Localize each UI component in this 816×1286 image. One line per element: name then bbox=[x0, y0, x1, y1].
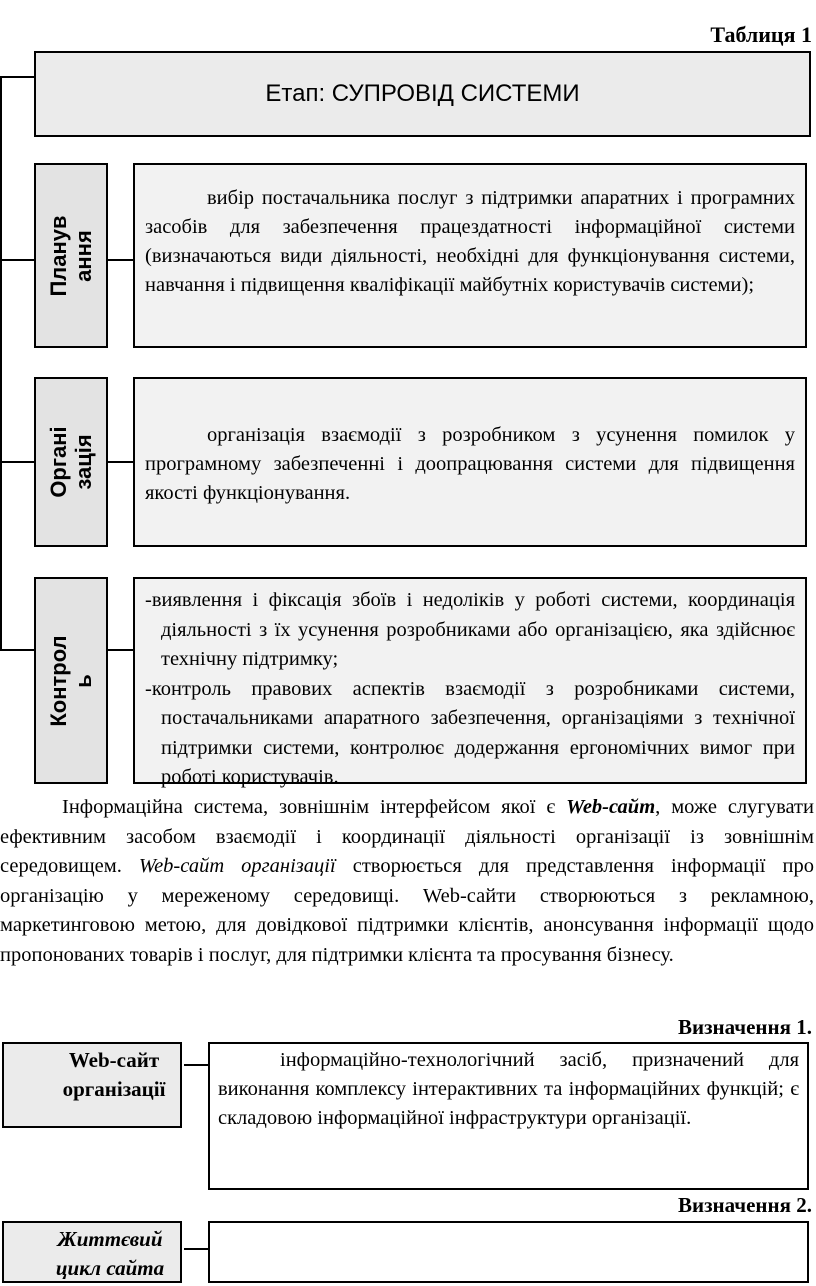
definition-1-link-line bbox=[184, 1064, 208, 1066]
definition-1-term-box bbox=[2, 1042, 182, 1128]
row-label-box-planning bbox=[34, 163, 108, 348]
definition-1-caption: Визначення 1. bbox=[677, 1015, 812, 1039]
planning-text: вибір постачальника послуг з підтримки апаратних і програмних засобів для забезпечення працездатності інформаційної системи (визначаються види діяльності, необхідні для функціонування системи, навчання і підвищення кваліфікації майбутніх користувачів системи); bbox=[145, 187, 795, 296]
definition-1-text: інформаційно-технологічний засіб, призначений для виконання комплексу інтерактивних та інформаційних функцій; є складовою інформаційної інфраструктури організації. bbox=[218, 1049, 799, 1129]
definition-2-term: Життєвий цикл сайта bbox=[55, 1227, 165, 1280]
definition-2-term-box bbox=[2, 1221, 182, 1283]
stage-title-box bbox=[34, 51, 811, 137]
row-label-box-organization bbox=[34, 377, 108, 547]
paragraph-part-2: , може слугувати ефективним засобом взаємодії і координації діяльності організації із зовнішнім середовищем. bbox=[0, 796, 814, 877]
paragraph-part-3: створюється для представлення інформації про організацію у мереженому середовищі. Web-сайти створюються з рекламною, маркетинговою метою, для довідкової підтримки клієнтів, анонсування інформації щодо пропонованих товарів і послуг, для підтримки клієнта та просування бізнесу. bbox=[0, 855, 814, 966]
control-item-1: -виявлення і фіксація збоїв і недоліків у роботі системи, координація діяльності з їх усунення розробниками або організацією, яка здійснює технічну підтримку; bbox=[145, 589, 795, 670]
row-content-organization bbox=[133, 377, 807, 547]
row-label-organization: Органі зація bbox=[46, 426, 96, 498]
connector-vertical-line bbox=[0, 76, 2, 651]
row3-link-line bbox=[106, 649, 133, 651]
connector-line-row2 bbox=[0, 461, 34, 463]
stage-title: Етап: СУПРОВІД СИСТЕМИ bbox=[265, 80, 580, 107]
row-label-box-control bbox=[34, 577, 108, 784]
row-label-control: Контрол ь bbox=[46, 634, 96, 727]
connector-line-row1 bbox=[0, 259, 34, 261]
table-caption: Таблиця 1 bbox=[710, 22, 812, 47]
definition-1-text-box bbox=[208, 1042, 809, 1190]
definition-2-caption: Визначення 2. bbox=[677, 1193, 812, 1217]
definition-2-link-line bbox=[184, 1248, 208, 1250]
definition-1-term: Web-сайт організації bbox=[62, 1048, 166, 1101]
row-content-control bbox=[133, 577, 807, 788]
body-paragraph bbox=[0, 793, 814, 970]
row1-link-line bbox=[106, 259, 133, 261]
paragraph-part-1: Інформаційна система, зовнішнім інтерфейсом якої є bbox=[62, 796, 567, 818]
control-item-2: -контроль правових аспектів взаємодії з розробниками системи, постачальниками апаратного забезпечення, організаціями з технічної підтримки системи, контролює додержання ергономічних вимог при роботі користувачів. bbox=[145, 677, 795, 788]
connector-line-row3 bbox=[0, 649, 34, 651]
organization-text: організація взаємодії з розробником з усунення помилок у програмному забезпеченні і доопрацювання системи для підвищення якості функціонування. bbox=[145, 424, 795, 504]
row-label-planning: Планув ання bbox=[46, 214, 96, 297]
definition-2-text-box bbox=[208, 1221, 809, 1283]
paragraph-term-2: Web-сайт організації bbox=[138, 855, 336, 877]
row2-link-line bbox=[106, 461, 133, 463]
row-content-planning bbox=[133, 163, 807, 348]
paragraph-term-1: Web-сайт bbox=[566, 796, 656, 818]
connector-line-header bbox=[0, 76, 34, 78]
